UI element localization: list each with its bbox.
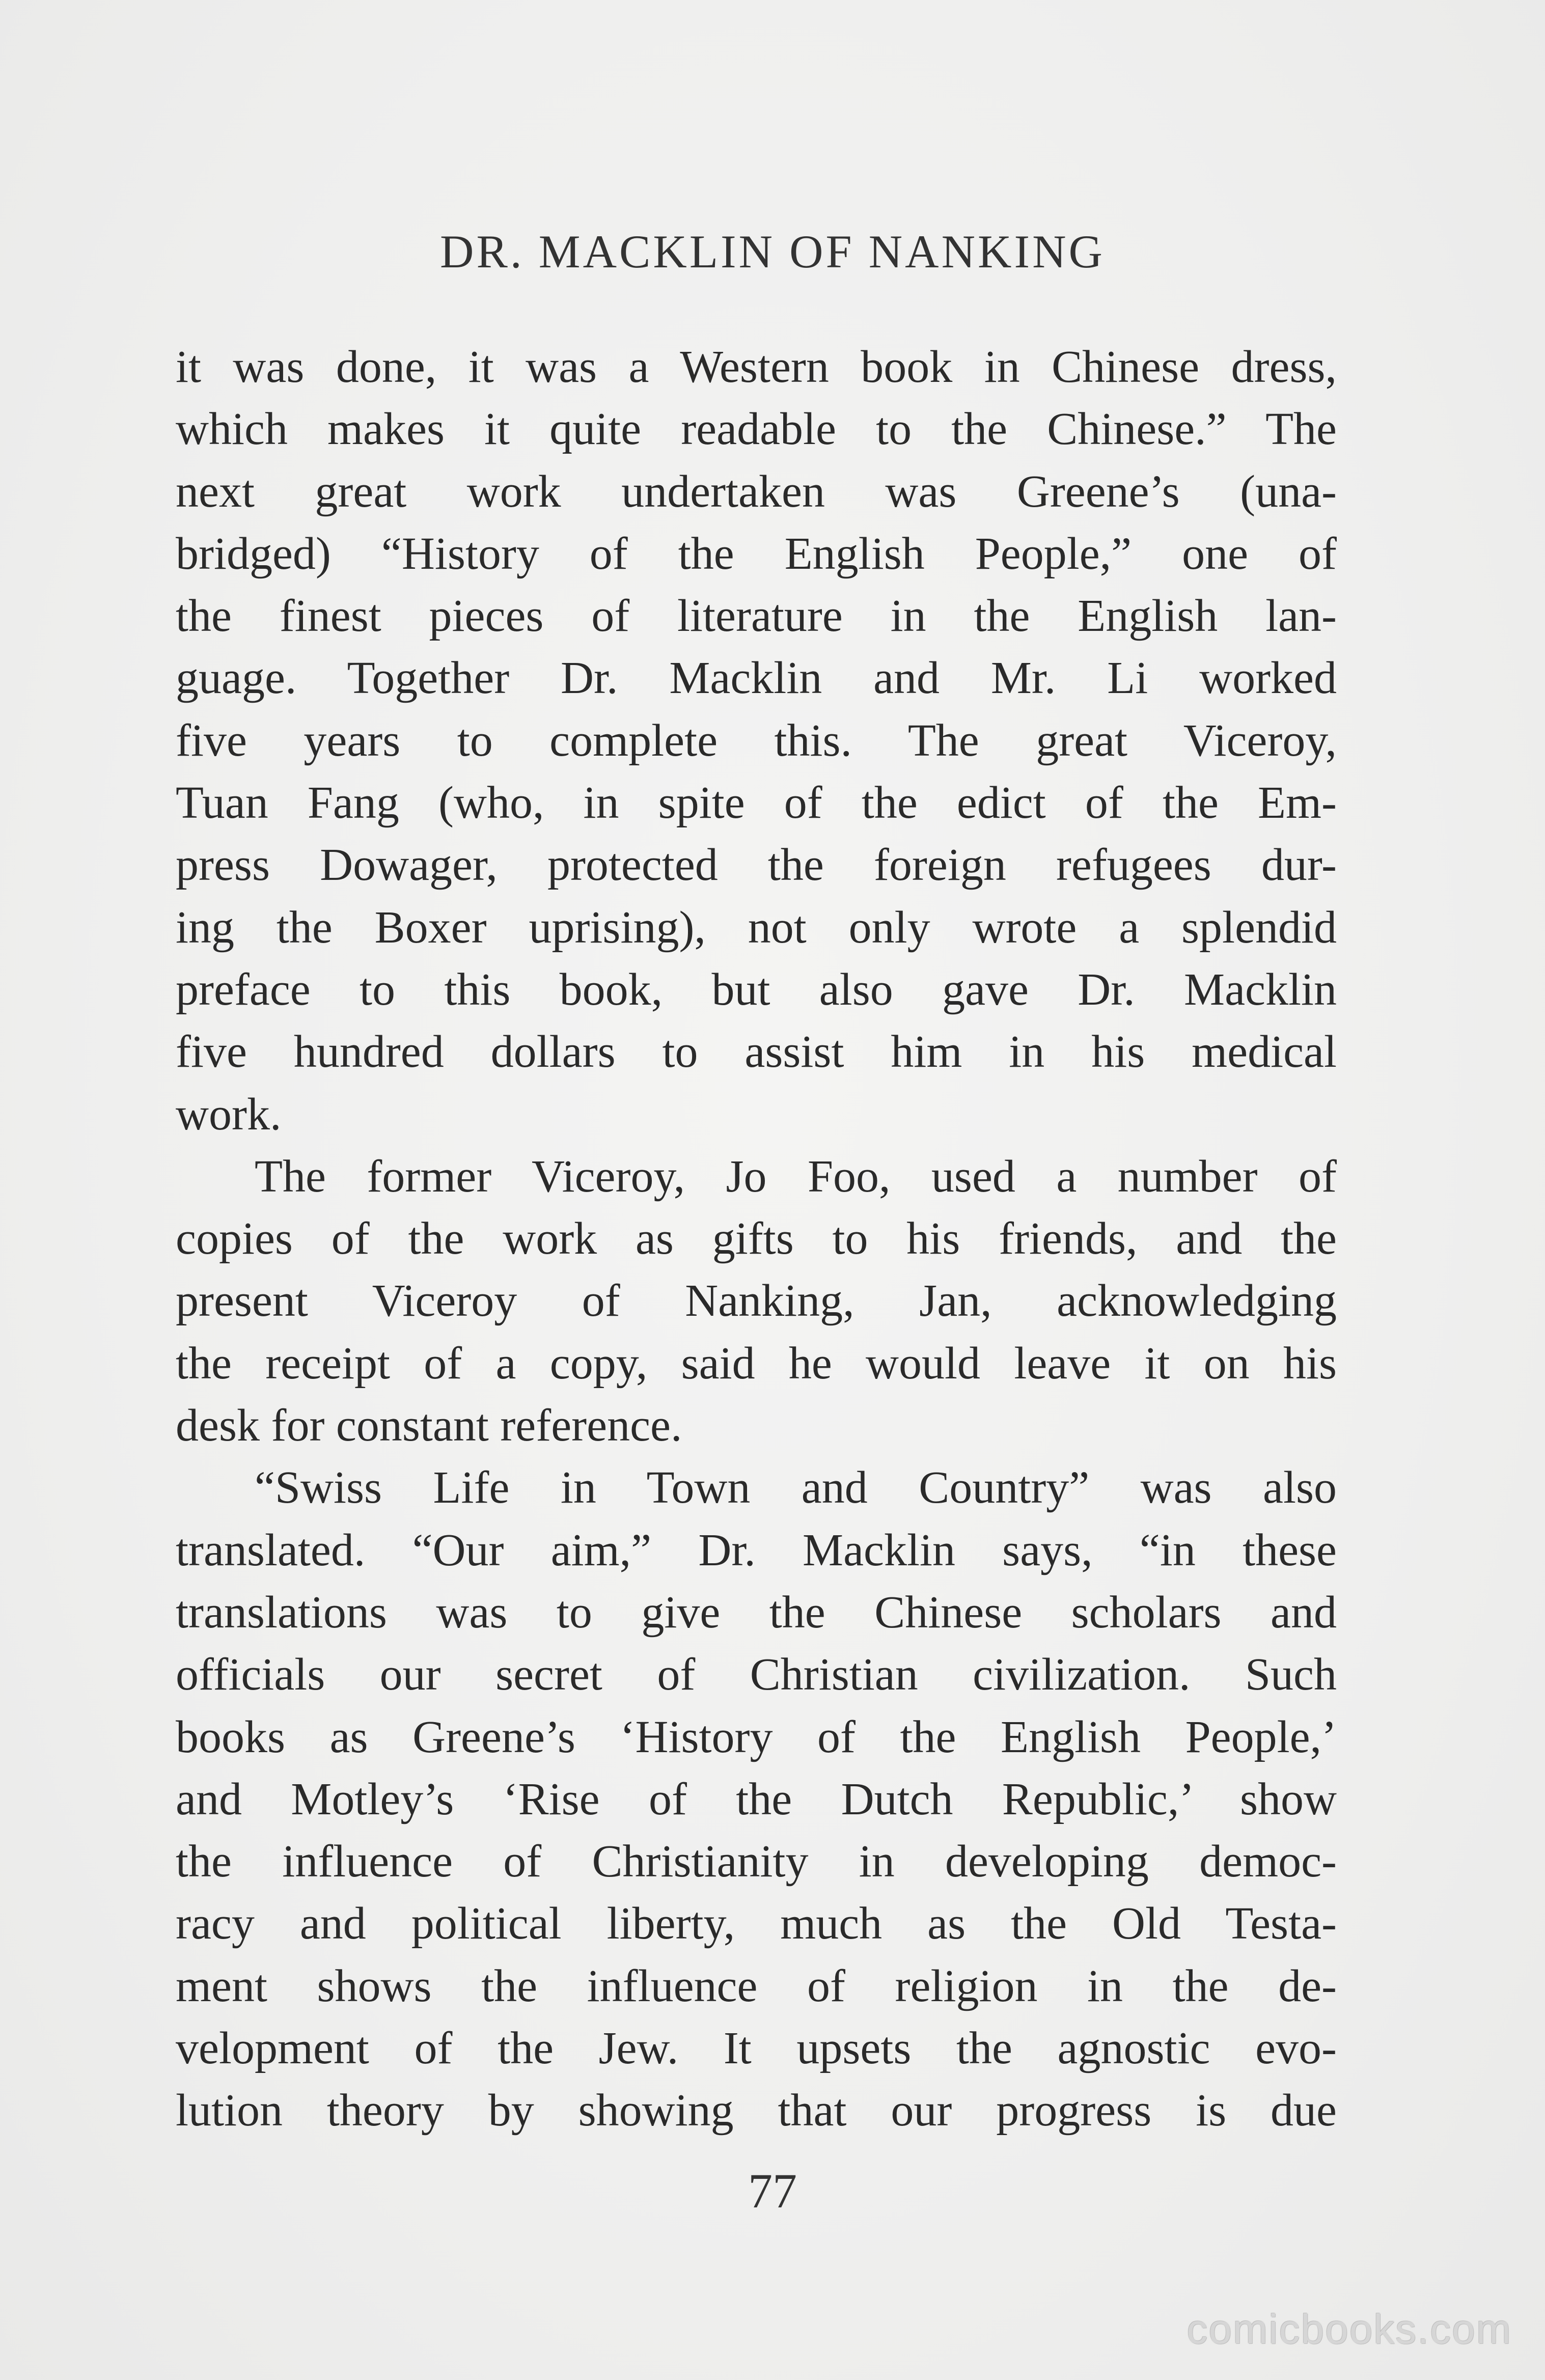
text-line: racy and political liberty, much as the Old Testa- (176, 1898, 1337, 1949)
text-line: preface to this book, but also gave Dr. Macklin (176, 964, 1337, 1015)
text-line: five hundred dollars to assist him in his medical (176, 1027, 1337, 1077)
body-text (176, 336, 1337, 2142)
text-line: officials our secret of Christian civilization. Such (176, 1649, 1337, 1700)
running-head-title: DR. MACKLIN OF NANKING (440, 226, 1105, 278)
text-line: five years to complete this. The great Viceroy, (176, 715, 1337, 766)
text-line: next great work undertaken was Greene’s (una- (176, 466, 1337, 517)
text-line: ment shows the influence of religion in the de- (176, 1960, 1337, 2011)
paragraph-end-line: work. (176, 1089, 282, 1140)
text-line: translated. “Our aim,” Dr. Macklin says, “in these (176, 1525, 1337, 1575)
text-line: the finest pieces of literature in the English lan- (176, 591, 1337, 642)
text-line: bridged) “History of the English People,” one of (176, 528, 1337, 579)
paragraph-start-line: The former Viceroy, Jo Foo, used a number of (255, 1151, 1337, 1202)
paragraph-start-line: “Swiss Life in Town and Country” was also (255, 1462, 1337, 1513)
text-line: lution theory by showing that our progress is due (176, 2085, 1337, 2136)
text-line: translations was to give the Chinese scholars and (176, 1587, 1337, 1638)
text-line: press Dowager, protected the foreign refugees dur- (176, 840, 1337, 891)
text-line: the influence of Christianity in developing democ- (176, 1836, 1337, 1887)
text-line: Tuan Fang (who, in spite of the edict of the Em- (176, 778, 1337, 828)
text-line: the receipt of a copy, said he would leave it on his (176, 1338, 1337, 1389)
text-line: ing the Boxer uprising), not only wrote a splendid (176, 902, 1337, 953)
text-line: books as Greene’s ‘History of the English People,’ (176, 1711, 1337, 1762)
text-line: present Viceroy of Nanking, Jan, acknowledging (176, 1276, 1337, 1326)
paragraph-end-line: desk for constant reference. (176, 1400, 682, 1451)
text-line: it was done, it was a Western book in Chinese dress, (176, 342, 1337, 392)
text-line: which makes it quite readable to the Chinese.” The (176, 404, 1337, 455)
page-number: 77 (748, 2164, 797, 2218)
watermark: comicbooks.com (1187, 2306, 1512, 2353)
text-line: guage. Together Dr. Macklin and Mr. Li worked (176, 653, 1337, 704)
text-line: velopment of the Jew. It upsets the agnostic evo- (176, 2023, 1337, 2074)
text-line: and Motley’s ‘Rise of the Dutch Republic,’ show (176, 1774, 1337, 1824)
text-line: copies of the work as gifts to his friends, and the (176, 1213, 1337, 1264)
